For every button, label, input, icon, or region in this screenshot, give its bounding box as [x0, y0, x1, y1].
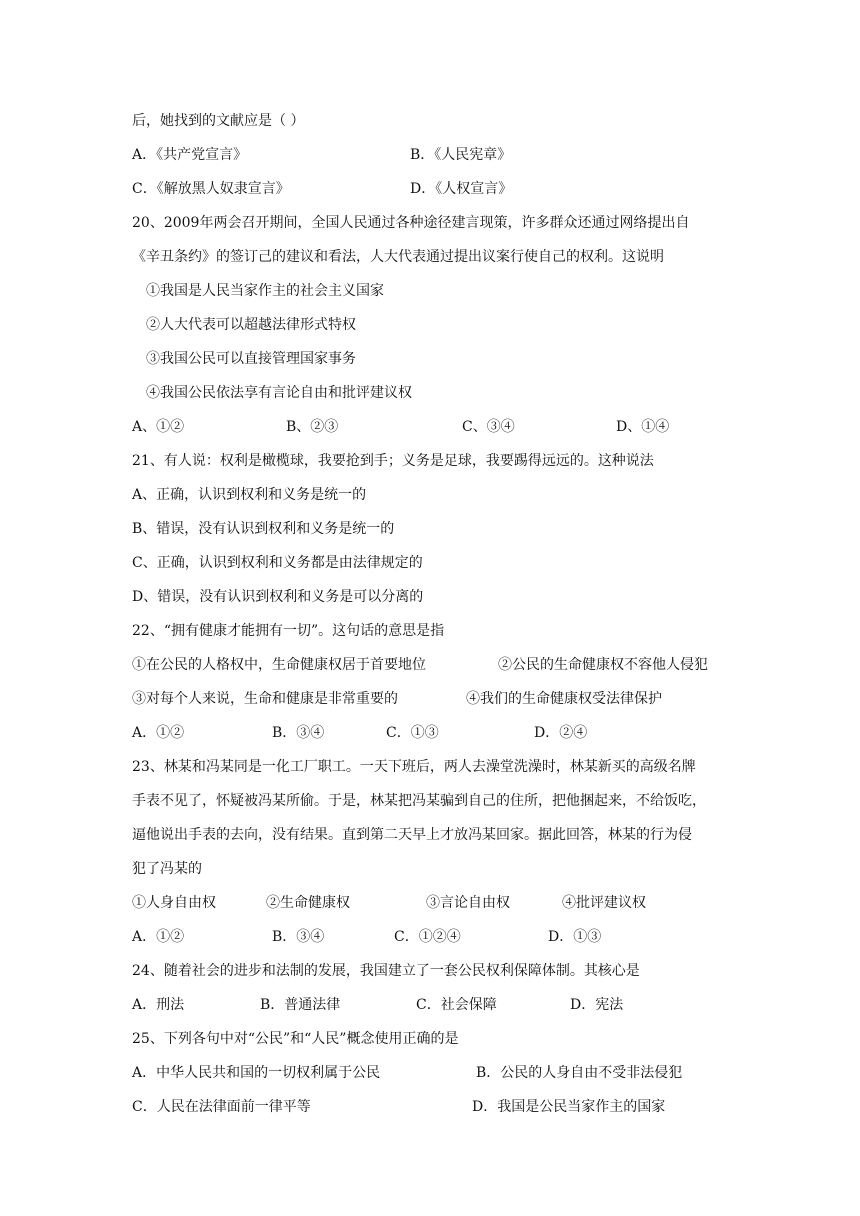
- q20-option-a: A、①②: [132, 419, 185, 435]
- q23-stem-line4: 犯了冯某的: [132, 861, 202, 877]
- q23-option-a: A．①②: [132, 929, 185, 945]
- q20-item-2: ②人大代表可以超越法律形式特权: [146, 317, 356, 333]
- q25-option-c: C．人民在法律面前一律平等: [132, 1099, 311, 1115]
- q20-item-3: ③我国公民可以直接管理国家事务: [146, 351, 356, 367]
- q25-option-a: A．中华人民共和国的一切权利属于公民: [132, 1065, 381, 1081]
- q22-option-d: D．②④: [534, 725, 588, 741]
- q21-stem: 21、有人说：权利是橄榄球，我要抢到手；义务是足球，我要踢得远远的。这种说法: [132, 453, 654, 469]
- q24-option-b: B．普通法律: [260, 997, 341, 1013]
- q22-item-3: ③对每个人来说，生命和健康是非常重要的: [132, 691, 398, 707]
- q21-option-b: B、错误，没有认识到权利和义务是统一的: [132, 521, 395, 537]
- q20-option-b: B、②③: [286, 419, 339, 435]
- q22-option-a: A．①②: [132, 725, 185, 741]
- q23-option-c: C．①②④: [394, 929, 461, 945]
- q23-option-b: B．③④: [272, 929, 325, 945]
- q24-option-a: A．刑法: [132, 997, 185, 1013]
- q23-stem-line1: 23、林某和冯某同是一化工厂职工。一天下班后，两人去澡堂洗澡时，林某新买的高级名牌: [132, 759, 696, 775]
- q19-stem-tail: 后，她找到的文献应是（ ）: [132, 113, 305, 129]
- q21-option-d: D、错误，没有认识到权利和义务是可以分离的: [132, 589, 424, 605]
- q22-item-2: ②公民的生命健康权不容他人侵犯: [498, 657, 708, 673]
- q22-option-b: B．③④: [272, 725, 325, 741]
- q19-option-c: C．《解放黑人奴隶宣言》: [132, 181, 290, 197]
- q24-stem: 24、随着社会的进步和法制的发展，我国建立了一套公民权利保障体制。其核心是: [132, 963, 640, 979]
- q22-stem: 22、“拥有健康才能拥有一切”。这句话的意思是指: [132, 623, 445, 639]
- q19-option-a: A．《共产党宣言》: [132, 147, 248, 163]
- q22-item-4: ④我们的生命健康权受法律保护: [466, 691, 662, 707]
- q23-item-3: ③言论自由权: [426, 895, 510, 911]
- q23-stem-line2: 手表不见了，怀疑被冯某所偷。于是，林某把冯某骗到自己的住所，把他捆起来，不给饭吃，: [132, 793, 706, 809]
- q20-item-4: ④我国公民依法享有言论自由和批评建议权: [146, 385, 412, 401]
- q24-option-d: D．宪法: [570, 997, 624, 1013]
- q22-option-c: C．①③: [386, 725, 439, 741]
- q20-stem-line1: 20、2009年两会召开期间，全国人民通过各种途径建言现策，许多群众还通过网络提出自: [132, 215, 690, 231]
- q19-option-d: D．《人权宣言》: [410, 181, 513, 197]
- q20-option-c: C、③④: [462, 419, 515, 435]
- q24-option-c: C．社会保障: [416, 997, 497, 1013]
- q23-item-2: ②生命健康权: [266, 895, 350, 911]
- q20-item-1: ①我国是人民当家作主的社会主义国家: [146, 283, 384, 299]
- q20-stem-line2: 《辛丑条约》的签订己的建议和看法，人大代表通过提出议案行使自己的权利。这说明: [132, 249, 664, 265]
- q25-stem: 25、下列各句中对“公民”和“人民”概念使用正确的是: [132, 1031, 459, 1047]
- q25-option-d: D．我国是公民当家作主的国家: [472, 1099, 666, 1115]
- q23-item-1: ①人身自由权: [132, 895, 216, 911]
- q23-option-d: D．①③: [548, 929, 602, 945]
- q21-option-c: C、正确，认识到权利和义务都是由法律规定的: [132, 555, 423, 571]
- q19-option-b: B．《人民宪章》: [410, 147, 512, 163]
- q22-item-1: ①在公民的人格权中，生命健康权居于首要地位: [132, 657, 426, 673]
- q20-option-d: D、①④: [616, 419, 670, 435]
- q23-item-4: ④批评建议权: [562, 895, 646, 911]
- q21-option-a: A、正确，认识到权利和义务是统一的: [132, 487, 367, 503]
- q25-option-b: B．公民的人身自由不受非法侵犯: [476, 1065, 683, 1081]
- q23-stem-line3: 逼他说出手表的去向，没有结果。直到第二天早上才放冯某回家。据此回答，林某的行为侵: [132, 827, 692, 843]
